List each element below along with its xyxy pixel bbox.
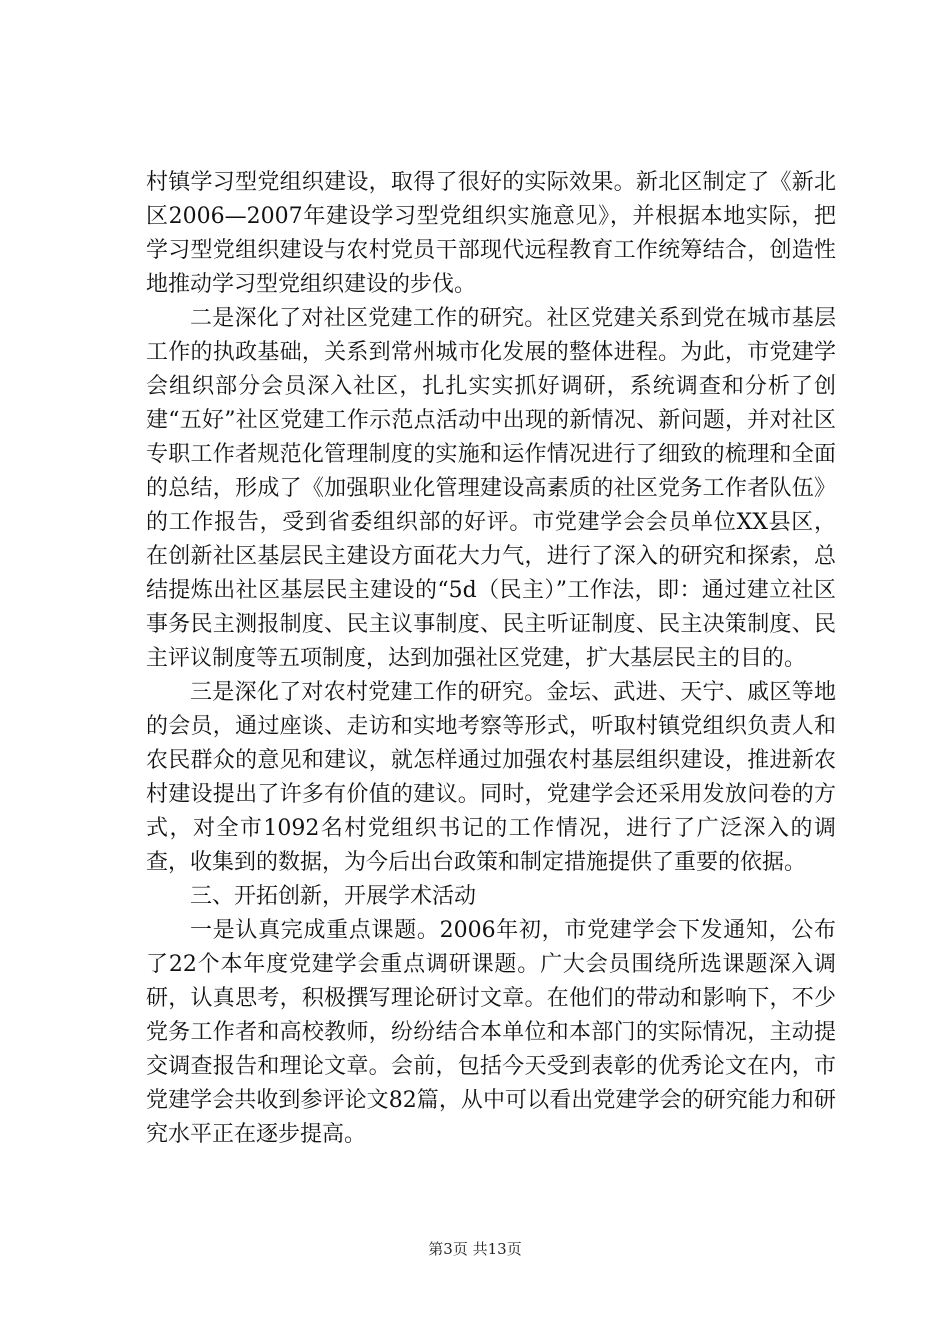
page-number-footer: 第3页 共13页 [428,1240,522,1258]
section-heading: 三、开拓创新，开展学术活动 [190,884,477,909]
paragraph-1: 村镇学习型党组织建设，取得了很好的实际效果。新北区制定了《新北区2006—2007年建设学习型党组织实施意见》，并根据本地实际，把学习型党组织建设与农村党员干部现代远程教育工作统筹结合，创造性地推动学习型党组织建设的步伐。 [146,170,836,297]
paragraph-4: 一是认真完成重点课题。2006年初，市党建学会下发通知，公布了22个本年度党建学会重点调研课题。广大会员围绕所选课题深入调研，认真思考，积极撰写理论研讨文章。在他们的带动和影响下，不少党务工作者和高校教师，纷纷结合本单位和本部门的实际情况，主动提交调查报告和理论文章。会前，包括今天受到表彰的优秀论文在内，市党建学会共收到参评论文82篇，从中可以看出党建学会的研究能力和研究水平正在逐步提高。 [146,918,836,1147]
paragraph-3: 三是深化了对农村党建工作的研究。金坛、武进、天宁、戚区等地的会员，通过座谈、走访和实地考察等形式，听取村镇党组织负责人和农民群众的意见和建议，就怎样通过加强农村基层组织建设，推进新农村建设提出了许多有价值的建议。同时，党建学会还采用发放问卷的方式，对全市1092名村党组织书记的工作情况，进行了广泛深入的调查，收集到的数据，为今后出台政策和制定措施提供了重要的依据。 [146,680,836,875]
document-body [146,166,836,1152]
paragraph-2: 二是深化了对社区党建工作的研究。社区党建关系到党在城市基层工作的执政基础，关系到常州城市化发展的整体进程。为此，市党建学会组织部分会员深入社区，扎扎实实抓好调研，系统调查和分析了创建“五好”社区党建工作示范点活动中出现的新情况、新问题，并对社区专职工作者规范化管理制度的实施和运作情况进行了细致的梳理和全面的总结，形成了《加强职业化管理建设高素质的社区党务工作者队伍》的工作报告，受到省委组织部的好评。市党建学会会员单位XX县区，在创新社区基层民主建设方面花大力气，进行了深入的研究和探索，总结提炼出社区基层民主建设的“5d（民主）”工作法，即：通过建立社区事务民主测报制度、民主议事制度、民主听证制度、民主决策制度、民主评议制度等五项制度，达到加强社区党建，扩大基层民主的目的。 [146,306,836,671]
